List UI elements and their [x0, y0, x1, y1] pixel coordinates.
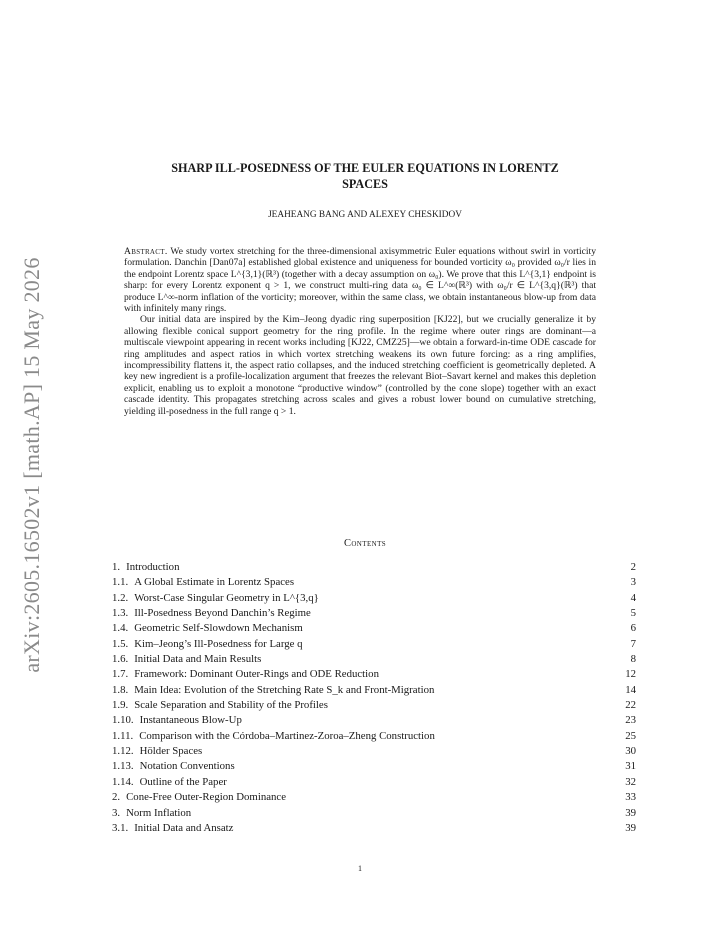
abstract-paragraph-1-text: We study vortex stretching for the three-dimensional axisymmetric Euler equations without swirl in vorticity formulation. Danchin [Dan07a] established global existence and uniqueness for bounded vorticity ω₀ provided ω₀/r lies in the endpoint Lorentz space L^{3,1}(ℝ³) (together with a decay assumption on ω₀). We prove that this L^{3,1} endpoint is sharp: for every Lorentz exponent q > 1, we construct multi-ring data ω₀ ∈ L^∞(ℝ³) with ω₀/r ∈ L^{3,q}(ℝ³) that produce L^∞-norm inflation of the vorticity; moreover, within the same class, we obtain instantaneous blow-up from data with infinitely many rings.: [124, 246, 596, 315]
toc-entry[interactable]: [112, 652, 636, 667]
toc-entry-title: A Global Estimate in Lorentz Spaces: [134, 576, 295, 589]
toc-entry-title: Norm Inflation: [126, 806, 192, 819]
paper-title-line-2: SPACES: [342, 177, 388, 191]
toc-entry-title: Hölder Spaces: [139, 745, 203, 758]
toc-entry-page: 25: [625, 729, 636, 742]
toc-entry-title: Initial Data and Main Results: [134, 653, 262, 666]
toc-entry-page: 4: [630, 591, 636, 604]
toc-entry-number: 1.10.: [112, 714, 134, 727]
toc-entry-number: 1.12.: [112, 745, 134, 758]
toc-entry-page: 7: [630, 637, 636, 650]
toc-entry-title: Scale Separation and Stability of the Profiles: [134, 699, 328, 712]
toc-entry-page: 30: [625, 745, 636, 758]
contents-heading: Contents: [343, 538, 387, 549]
toc-entry[interactable]: [112, 637, 636, 652]
toc-entry-page: 14: [625, 683, 636, 696]
toc-entry-title: Main Idea: Evolution of the Stretching Rate S_k and Front-Migration: [134, 683, 435, 696]
toc-entry-page: 12: [625, 668, 636, 681]
toc-entry-title: Instantaneous Blow-Up: [139, 714, 242, 727]
toc-entry-title: Initial Data and Ansatz: [134, 821, 234, 834]
toc-entry-number: 3.1.: [112, 821, 129, 834]
toc-entry-page: 3: [630, 576, 636, 589]
toc-entry[interactable]: [112, 775, 636, 790]
toc-entry[interactable]: [112, 606, 636, 621]
toc-entry[interactable]: [112, 560, 636, 575]
toc-entry-page: 2: [630, 561, 636, 573]
toc-entry[interactable]: [112, 621, 636, 636]
toc-entry[interactable]: [112, 821, 636, 836]
toc-entry-title: Outline of the Paper: [139, 775, 227, 788]
toc-entry-page: 6: [630, 622, 636, 635]
toc-entry[interactable]: [112, 591, 636, 606]
toc-entry-title: Comparison with the Córdoba–Martinez-Zoroa–Zheng Construction: [139, 729, 435, 742]
toc-entry-title: Framework: Dominant Outer-Rings and ODE Reduction: [134, 668, 379, 681]
toc-entry-number: 1.11.: [112, 729, 134, 742]
toc-entry-page: 23: [625, 714, 636, 727]
toc-entry-page: 39: [625, 806, 636, 819]
table-of-contents: [112, 560, 636, 836]
toc-entry[interactable]: [112, 683, 636, 698]
arxiv-identifier-text: arXiv:2605.16502v1 [math.AP] 15 May 2026: [19, 257, 44, 673]
paper-title: [112, 160, 618, 192]
toc-entry-number: 1.13.: [112, 760, 134, 773]
toc-entry-title: Cone-Free Outer-Region Dominance: [126, 791, 286, 804]
abstract: [124, 246, 596, 417]
toc-entry-title: Ill-Posedness Beyond Danchin’s Regime: [134, 607, 311, 620]
toc-entry-number: 1.6.: [112, 653, 129, 666]
toc-entry-title: Notation Conventions: [139, 760, 235, 773]
toc-entry-title: Kim–Jeong’s Ill-Posedness for Large q: [134, 637, 303, 650]
abstract-paragraph-2: Our initial data are inspired by the Kim–Jeong dyadic ring superposition [KJ22], but we crucially generalize it by allowing flexible conical support geometry for the ring profile. In the regime where outer rings are dominant—a multiscale viewpoint appearing in recent works including [KJ22, CMZ25]—we obtain a forward-in-time ODE cascade for ring amplitudes and aspect ratios in which vortex stretching weakens its own future forcing: as a ring amplifies, incompressibility flattens it, the aspect ratio collapses, and the induced stretching coefficient is geometrically depleted. A key new ingredient is a profile-localization argument that freezes the relevant Biot–Savart kernel and makes this depletion explicit, enabling us to exploit a monotone “productive window” (controlled by the cone slope) together with an exact cascade identity. This propagates stretching across scales and gives a robust lower bound on cumulative stretching, yielding ill-posedness in the full range q > 1.: [124, 314, 596, 417]
toc-entry-number: 1.4.: [112, 622, 129, 635]
toc-entry-number: 1.8.: [112, 683, 129, 696]
toc-entry[interactable]: [112, 667, 636, 682]
toc-entry-page: 8: [630, 653, 636, 666]
toc-entry-number: 1.3.: [112, 607, 129, 620]
abstract-paragraph-1: [124, 246, 596, 314]
toc-entry-number: 1.5.: [112, 637, 129, 650]
toc-entry-number: 1.9.: [112, 699, 129, 712]
toc-entry[interactable]: [112, 744, 636, 759]
toc-entry[interactable]: [112, 729, 636, 744]
toc-entry[interactable]: [112, 759, 636, 774]
page-number: 1: [358, 864, 362, 873]
toc-entry-page: 33: [625, 791, 636, 804]
toc-entry[interactable]: [112, 713, 636, 728]
toc-entry-page: 31: [625, 760, 636, 773]
toc-entry-page: 32: [625, 775, 636, 788]
toc-entry-number: 1.2.: [112, 591, 129, 604]
toc-entry[interactable]: [112, 575, 636, 590]
toc-entry-title: Geometric Self-Slowdown Mechanism: [134, 622, 303, 635]
toc-entry-page: 22: [625, 699, 636, 712]
paper-title-line-1: SHARP ILL-POSEDNESS OF THE EULER EQUATIONS IN LORENTZ: [171, 161, 559, 175]
toc-entry-number: 3.: [112, 806, 121, 819]
toc-entry[interactable]: [112, 698, 636, 713]
toc-entry-title: Worst-Case Singular Geometry in L^{3,q}: [134, 591, 319, 604]
toc-entry-number: 1.: [112, 561, 121, 573]
toc-entry-number: 1.14.: [112, 775, 134, 788]
toc-entry[interactable]: [112, 790, 636, 805]
toc-entry-title: Introduction: [126, 561, 180, 573]
toc-entry-number: 2.: [112, 791, 121, 804]
abstract-label: Abstract.: [124, 246, 168, 257]
paper-authors: JEAHEANG BANG AND ALEXEY CHESKIDOV: [268, 210, 462, 220]
toc-entry-page: 5: [630, 607, 636, 620]
toc-entry[interactable]: [112, 806, 636, 821]
toc-entry-page: 39: [625, 821, 636, 834]
toc-entry-number: 1.1.: [112, 576, 129, 589]
toc-entry-number: 1.7.: [112, 668, 129, 681]
arxiv-identifier-stamp: [12, 240, 52, 690]
